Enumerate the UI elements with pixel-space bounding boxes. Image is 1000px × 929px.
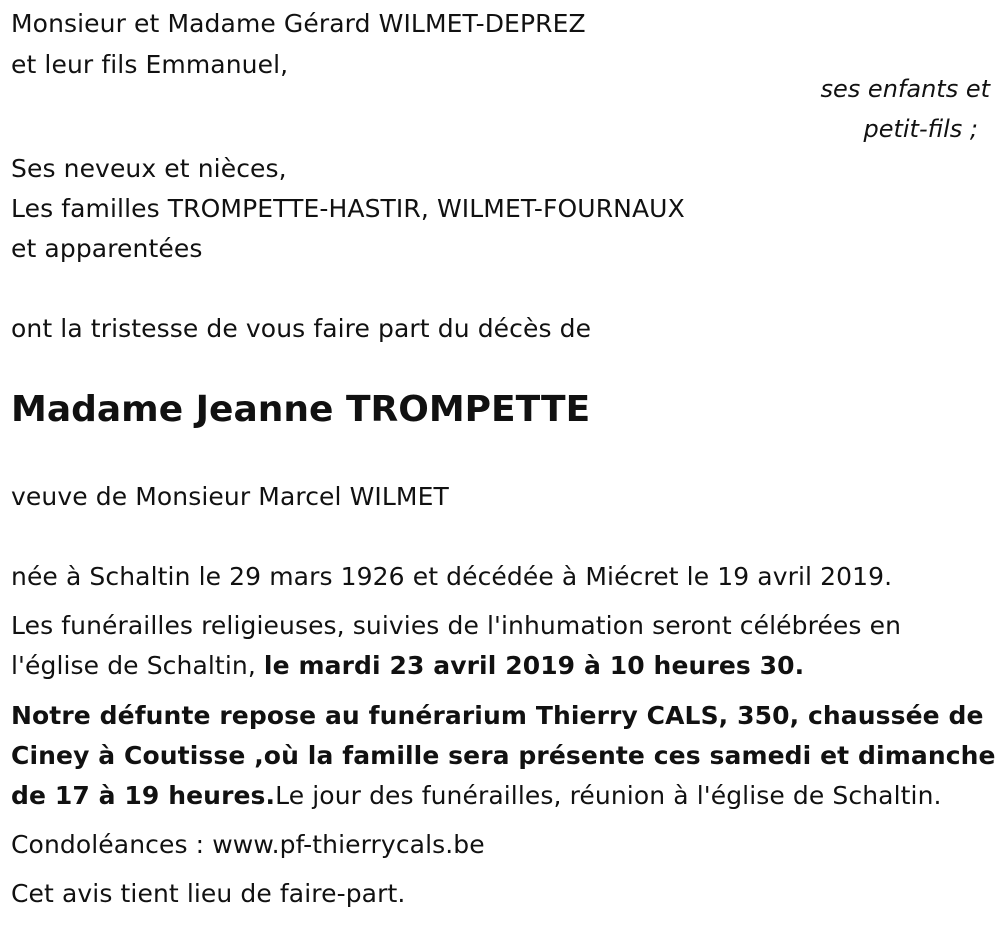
relatives-line-2: Les familles TROMPETTE-HASTIR, WILMET-FOURNAUX [11,194,685,223]
closing-note: Cet avis tient lieu de faire-part. [11,879,406,908]
family-line-2: et leur fils Emmanuel, [11,50,289,79]
deceased-name: Madame Jeanne TROMPETTE [11,389,591,430]
funeral-line-2 [11,651,804,681]
visiting-hours: de 17 à 19 heures. [11,781,276,810]
relation-line-1: ses enfants et [820,75,990,103]
funeral-location: l'église de Schaltin, [11,651,264,680]
relation-line-2: petit-fils ; [863,115,978,143]
relatives-line-3: et apparentées [11,234,203,263]
rest-line-1: Notre défunte repose au funérarium Thierry CALS, 350, chaussée de [11,701,984,730]
rest-line-3 [11,781,942,811]
announcement: ont la tristesse de vous faire part du décès de [11,314,592,343]
relatives-line-1: Ses neveux et nièces, [11,154,287,183]
birth-death: née à Schaltin le 29 mars 1926 et décédée à Miécret le 19 avril 2019. [11,562,893,591]
rest-line-2: Ciney à Coutisse ,où la famille sera présente ces samedi et dimanche [11,741,996,770]
condolences: Condoléances : www.pf-thierrycals.be [11,830,485,859]
funeral-line-1: Les funérailles religieuses, suivies de l'inhumation seront célébrées en [11,611,902,640]
family-line-1: Monsieur et Madame Gérard WILMET-DEPREZ [11,9,586,38]
funeral-meeting: Le jour des funérailles, réunion à l'église de Schaltin. [275,781,942,810]
widow-of: veuve de Monsieur Marcel WILMET [11,482,449,511]
funeral-date: le mardi 23 avril 2019 à 10 heures 30. [263,651,805,680]
